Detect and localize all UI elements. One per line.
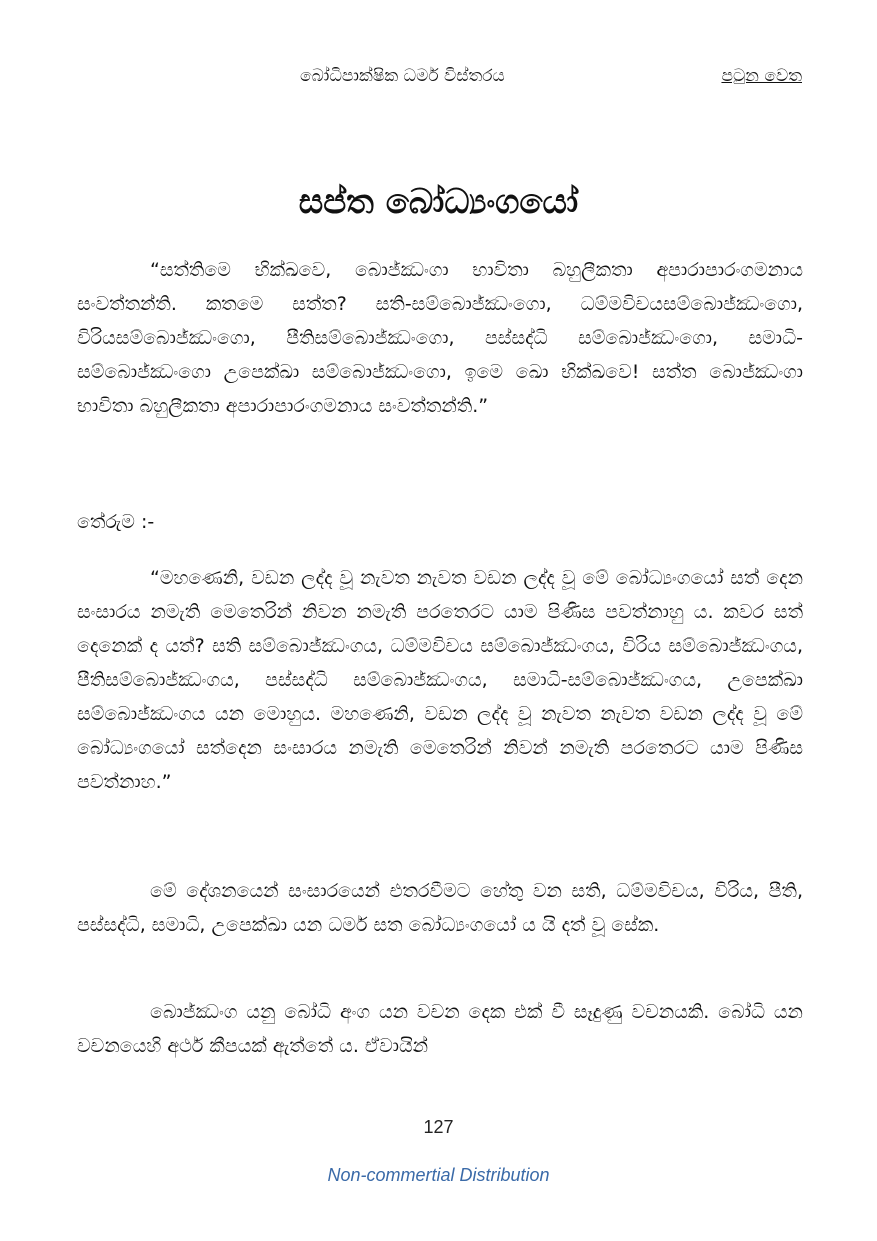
translation-paragraph: “මහණෙනි, වඩන ලද්ද වූ නැවත නැවත වඩන ලද්ද වූ මේ බෝධ්‍යංගයෝ සත් දෙන සංසාරය නමැති මෙතෙරින් නිවන නමැති පරතෙරට යාම පිණිස පවත්නාහු ය. කවර සත් දෙනෙක් ද යත්? සති සම්බොජ්ඣංගය, ධම්මවිචය සම්බොජ්ඣංගය, විරිය සම්බොජ්ඣංගය, පීතිසම්බොජ්ඣංගය, පස්සද්ධි සම්බොජ්ඣංගය, සමාධි-සම්බොජ්ඣංගය, උපෙක්ඛා සම්බොජ්ඣංගය යන මොහුය. මහණෙනි, වඩන ලද්ද වූ නැවත නැවත වඩන ලද්ද වූ මේ බෝධ්‍යංගයෝ සත්දෙන සංසාරය නමැති මෙතෙරින් නිවන් නමැති පරතෙරට යාම පිණිස පවත්නාහ.” [77,567,803,793]
page-number: 127 [423,1117,454,1137]
header-chapter-link[interactable]: පටුන වෙත [721,66,802,86]
running-header [300,66,802,94]
pali-quote-paragraph: “සත්තිමෙ භික්ඛවෙ, බොජ්ඣංගා භාවිතා බහුලීකතා අපාරාපාරංගමනාය සංවත්තන්ති. කතමෙ සත්ත? සති-සම්බොජ්ඣංගො, ධම්මවිචයසම්බොජ්ඣංගො, විරියසම්බොජ්ඣංගො, පීතිසම්බොජ්ඣංගො, පස්සද්ධි සම්බොජ්ඣංගො, සමාධි-සම්බොජ්ඣංගො උපෙක්ඛා සම්බොජ්ඣංගො, ඉමෙ ඛො භික්ඛවෙ! සත්ත බොජ්ඣංගා භාවිතා බහුලීකතා අපාරාපාරංගමනාය සංවත්තන්ති.” [77,259,803,417]
explanation-paragraph: මේ දේශනයෙන් සංසාරයෙන් එතරවීමට හේතු වන සති, ධම්මවිචය, විරිය, පීති, පස්සද්ධි, සමාධි, උපෙක්ඛා යන ධර්ම සත බෝධ්‍යංගයෝ ය යි දත් වූ සේක. [77,880,803,936]
footer-distribution-note: Non-commertial Distribution [327,1165,550,1185]
page-title: සප්ත බෝධ්‍යංගයෝ [298,182,579,222]
meaning-label: තේරුම :- [77,511,155,533]
header-book-title: බෝධිපාක්ෂික ධර්ම විස්තරය [300,66,505,86]
definition-paragraph: බොජ්ඣංග යනු බෝධි අංග යන වචන දෙක එක් වී සෑදුණු වචනයකි. බෝධි යන වචනයෙහි අර්ථ කීපයක් ඇත්තේ ය. ඒවායින් [77,1001,803,1057]
